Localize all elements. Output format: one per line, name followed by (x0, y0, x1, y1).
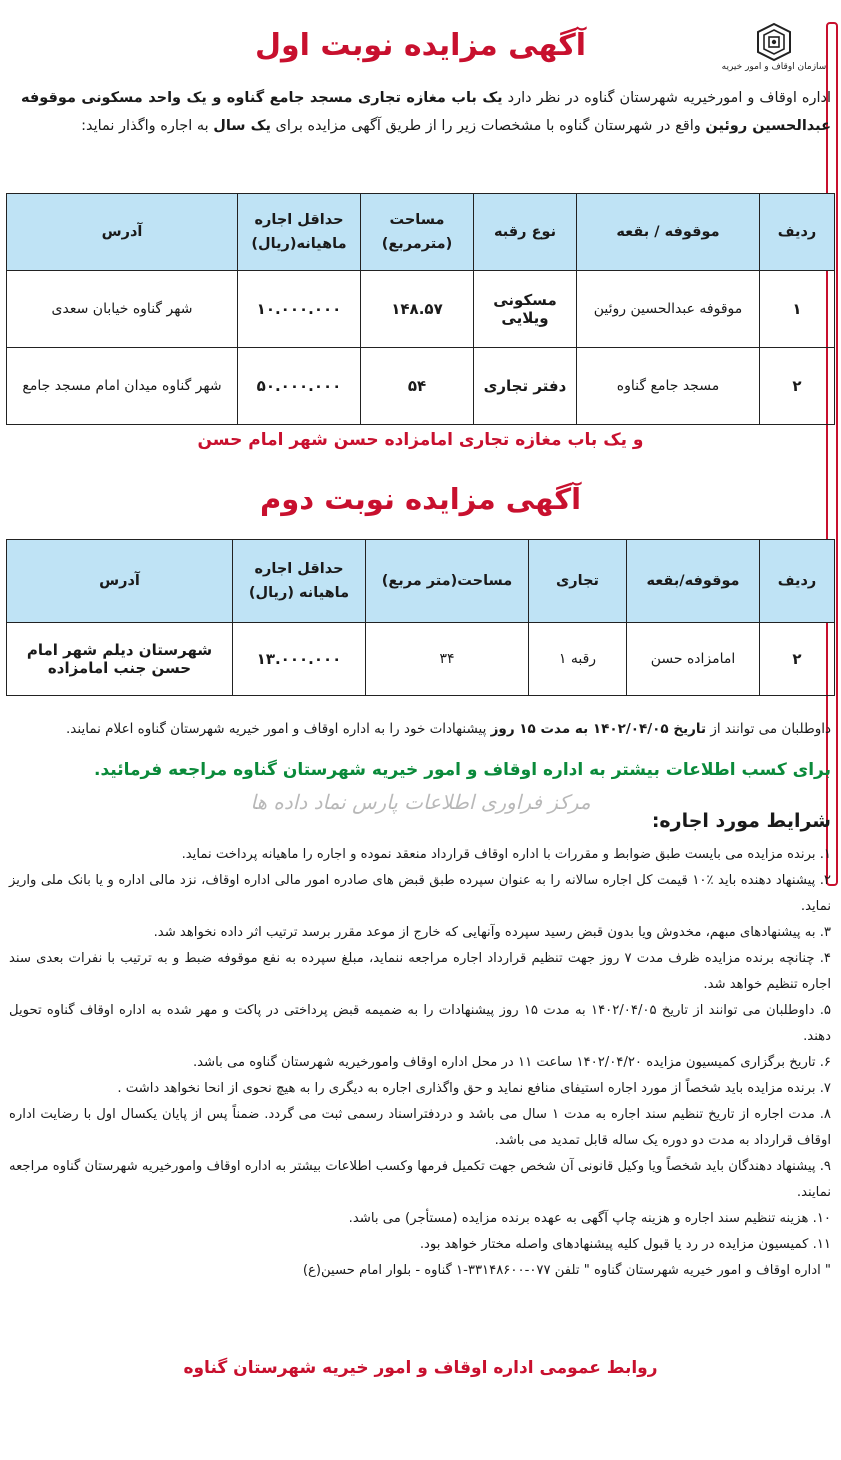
condition-item: ۴. چنانچه برنده مزایده ظرف مدت ۷ روز جهت تنظیم قرارداد اجاره مراجعه ننماید، مبلغ سپرده به نفع موقوفه ضبط و به ترتیب با نفرات بعدی سند اجاره تنظیم خواهد شد. (9, 951, 832, 992)
col-header: موقوفه / بقعه (577, 194, 760, 271)
address-value: شهر گناوه خیابان سعدی (7, 271, 238, 348)
min-rent-value: ۱۰.۰۰۰.۰۰۰ (238, 271, 361, 348)
address-value: شهر گناوه میدان امام مسجد جامع (7, 348, 238, 425)
min-rent-value: ۵۰.۰۰۰.۰۰۰ (238, 348, 361, 425)
col-header: موقوفه/بقعه (627, 540, 760, 623)
first-round-title: آگهی مزایده نوبت اول (254, 28, 587, 63)
intro-text-3: به اجاره واگذار نماید: (81, 118, 209, 134)
condition-item: ۵. داوطلبان می توانند از تاریخ ۱۴۰۲/۰۴/۰۵ به مدت ۱۵ روز پیشنهادات را به ضمیمه قبض پرداختی در پاکت و مهر شده به اداره اوقاف گناوه تحویل دهند. (9, 1003, 832, 1044)
intro-text-1: اداره اوقاف و امورخیریه شهرستان گناوه در نظر دارد (507, 90, 831, 106)
area-value: ۳۴ (366, 623, 529, 696)
property-type: مسکونی ویلایی (474, 271, 577, 348)
col-header: حداقل اجاره ماهیانه (ریال) (233, 540, 366, 623)
col-header: مساحت(متر مربع) (366, 540, 529, 623)
applicants-text-1: داوطلبان می توانند از (710, 721, 831, 737)
logo-caption: سازمان اوقاف و امور خیریه (721, 62, 827, 72)
right-edge-bar (826, 22, 838, 886)
col-header: آدرس (7, 540, 233, 623)
col-header: مساحت (مترمربع) (361, 194, 474, 271)
intro-bold-2: یک سال (213, 118, 271, 134)
intro-bold-1: یک باب مغازه تجاری مسجد جامع گناوه و یک واحد مسکونی موقوفه عبدالحسین روئین (21, 90, 831, 134)
area-value: ۵۴ (361, 348, 474, 425)
row-number: ۲ (760, 623, 835, 696)
second-round-title: آگهی مزایده نوبت دوم (259, 482, 582, 516)
condition-item: ۳. به پیشنهادهای مبهم، مخدوش ویا بدون قبض رسید سپرده وآنهایی که خارج از موعد مقرر برسد ترتیب اثر داده نخواهد شد. (153, 925, 831, 940)
applicants-text-2: پیشنهادات خود را به اداره اوقاف و امور خیریه شهرستان گناوه اعلام نمایند. (66, 721, 487, 737)
endowment-name: مسجد جامع گناوه (577, 348, 760, 425)
first-round-table (6, 193, 835, 425)
min-rent-value: ۱۳.۰۰۰.۰۰۰ (233, 623, 366, 696)
col-header: ردیف (760, 540, 835, 623)
area-value: ۱۴۸.۵۷ (361, 271, 474, 348)
condition-item: ۲. پیشنهاد دهنده باید ٪۱۰ قیمت کل اجاره سالانه را به عنوان سپرده طبق قبض های صادره امور مالی اداره اوقاف، نزد مالی اداره و یا بانک ملی واریز نماید. (9, 873, 831, 914)
second-round-table (6, 539, 835, 696)
col-header: حداقل اجاره ماهیانه(ریال) (238, 194, 361, 271)
condition-item: ۶. تاریخ برگزاری کمیسیون مزایده ۱۴۰۲/۰۴/۲۰ ساعت ۱۱ در محل اداره اوقاف وامورخیریه شهرستان گناوه می باشد. (192, 1055, 831, 1070)
col-header: آدرس (7, 194, 238, 271)
table-row (7, 348, 835, 425)
endowment-name: موقوفه عبدالحسین روئین (577, 271, 760, 348)
applicants-paragraph (11, 716, 831, 742)
endowment-name: امامزاده حسن (627, 623, 760, 696)
applicants-bold: تاریخ ۱۴۰۲/۰۴/۰۵ به مدت ۱۵ روز (490, 721, 707, 737)
intro-paragraph (21, 84, 831, 140)
col-header: تجاری (529, 540, 627, 623)
table-header-row (7, 540, 835, 623)
row-number: ۲ (760, 348, 835, 425)
property-type: رقبه ۱ (529, 623, 627, 696)
condition-item: ۱۱. کمیسیون مزایده در رد یا قبول کلیه پیشنهادهای واصله مختار خواهد بود. (419, 1237, 831, 1252)
contact-line: " اداره اوقاف و امور خیریه شهرستان گناوه " تلفن ۰۷۷-۳۳۱۴۸۶۰۰-۱ گناوه - بلوار امام حسین(ع) (302, 1263, 831, 1278)
conditions-list (9, 842, 831, 1284)
more-info-line: برای کسب اطلاعات بیشتر به اداره اوقاف و امور خیریه شهرستان گناوه مراجعه فرمائید. (93, 760, 831, 780)
table-header-row (7, 194, 835, 271)
intro-text-2: واقع در شهرستان گناوه با مشخصات زیر را از طریق آگهی مزایده برای (275, 118, 701, 134)
table-row (7, 623, 835, 696)
property-type: دفتر تجاری (474, 348, 577, 425)
condition-item: ۱۰. هزینه تنظیم سند اجاره و هزینه چاپ آگهی به عهده برنده مزایده (مستأجر) می باشد. (348, 1211, 831, 1226)
col-header: ردیف (760, 194, 835, 271)
condition-item: ۱. برنده مزایده می بایست طبق ضوابط و مقررات با اداره اوقاف قرارداد منعقد نموده و اجاره را ماهیانه پرداخت نماید. (181, 847, 831, 862)
table-row (7, 271, 835, 348)
condition-item: ۷. برنده مزایده باید شخصاً از مورد اجاره استیفای منافع نماید و حق واگذاری اجاره به دیگری را به هیچ نحوی از انحا نخواهد داشت . (117, 1081, 831, 1096)
condition-item: ۸. مدت اجاره از تاریخ تنظیم سند اجاره به مدت ۱ سال می باشد و دردفتراسناد رسمی ثبت می گردد. ضمناً پس از پایان یکسال اول با رضایت اداره اوقاف قرارداد به مدت دو دوره یک ساله قابل تمدید می باشد. (9, 1107, 832, 1148)
row-number: ۱ (760, 271, 835, 348)
watermark-text: مرکز فراوری اطلاعات پارس نماد داده ها (250, 790, 591, 814)
condition-item: ۹. پیشنهاد دهندگان باید شخصاً ویا وکیل قانونی آن شخص جهت تکمیل فرمها وکسب اطلاعات بیشتر به اداره اوقاف وامورخیریه شهرستان گناوه مراجعه نمایند. (9, 1159, 831, 1200)
public-relations-footer: روابط عمومی اداره اوقاف و امور خیریه شهرستان گناوه (183, 1358, 658, 1378)
conditions-title: شرایط مورد اجاره: (651, 810, 831, 832)
address-value: شهرستان دیلم شهر امام حسن جنب امامزاده (7, 623, 233, 696)
col-header: نوع رقبه (474, 194, 577, 271)
additional-shop-line: و یک باب مغازه تجاری امامزاده حسن شهر امام حسن (197, 430, 644, 450)
